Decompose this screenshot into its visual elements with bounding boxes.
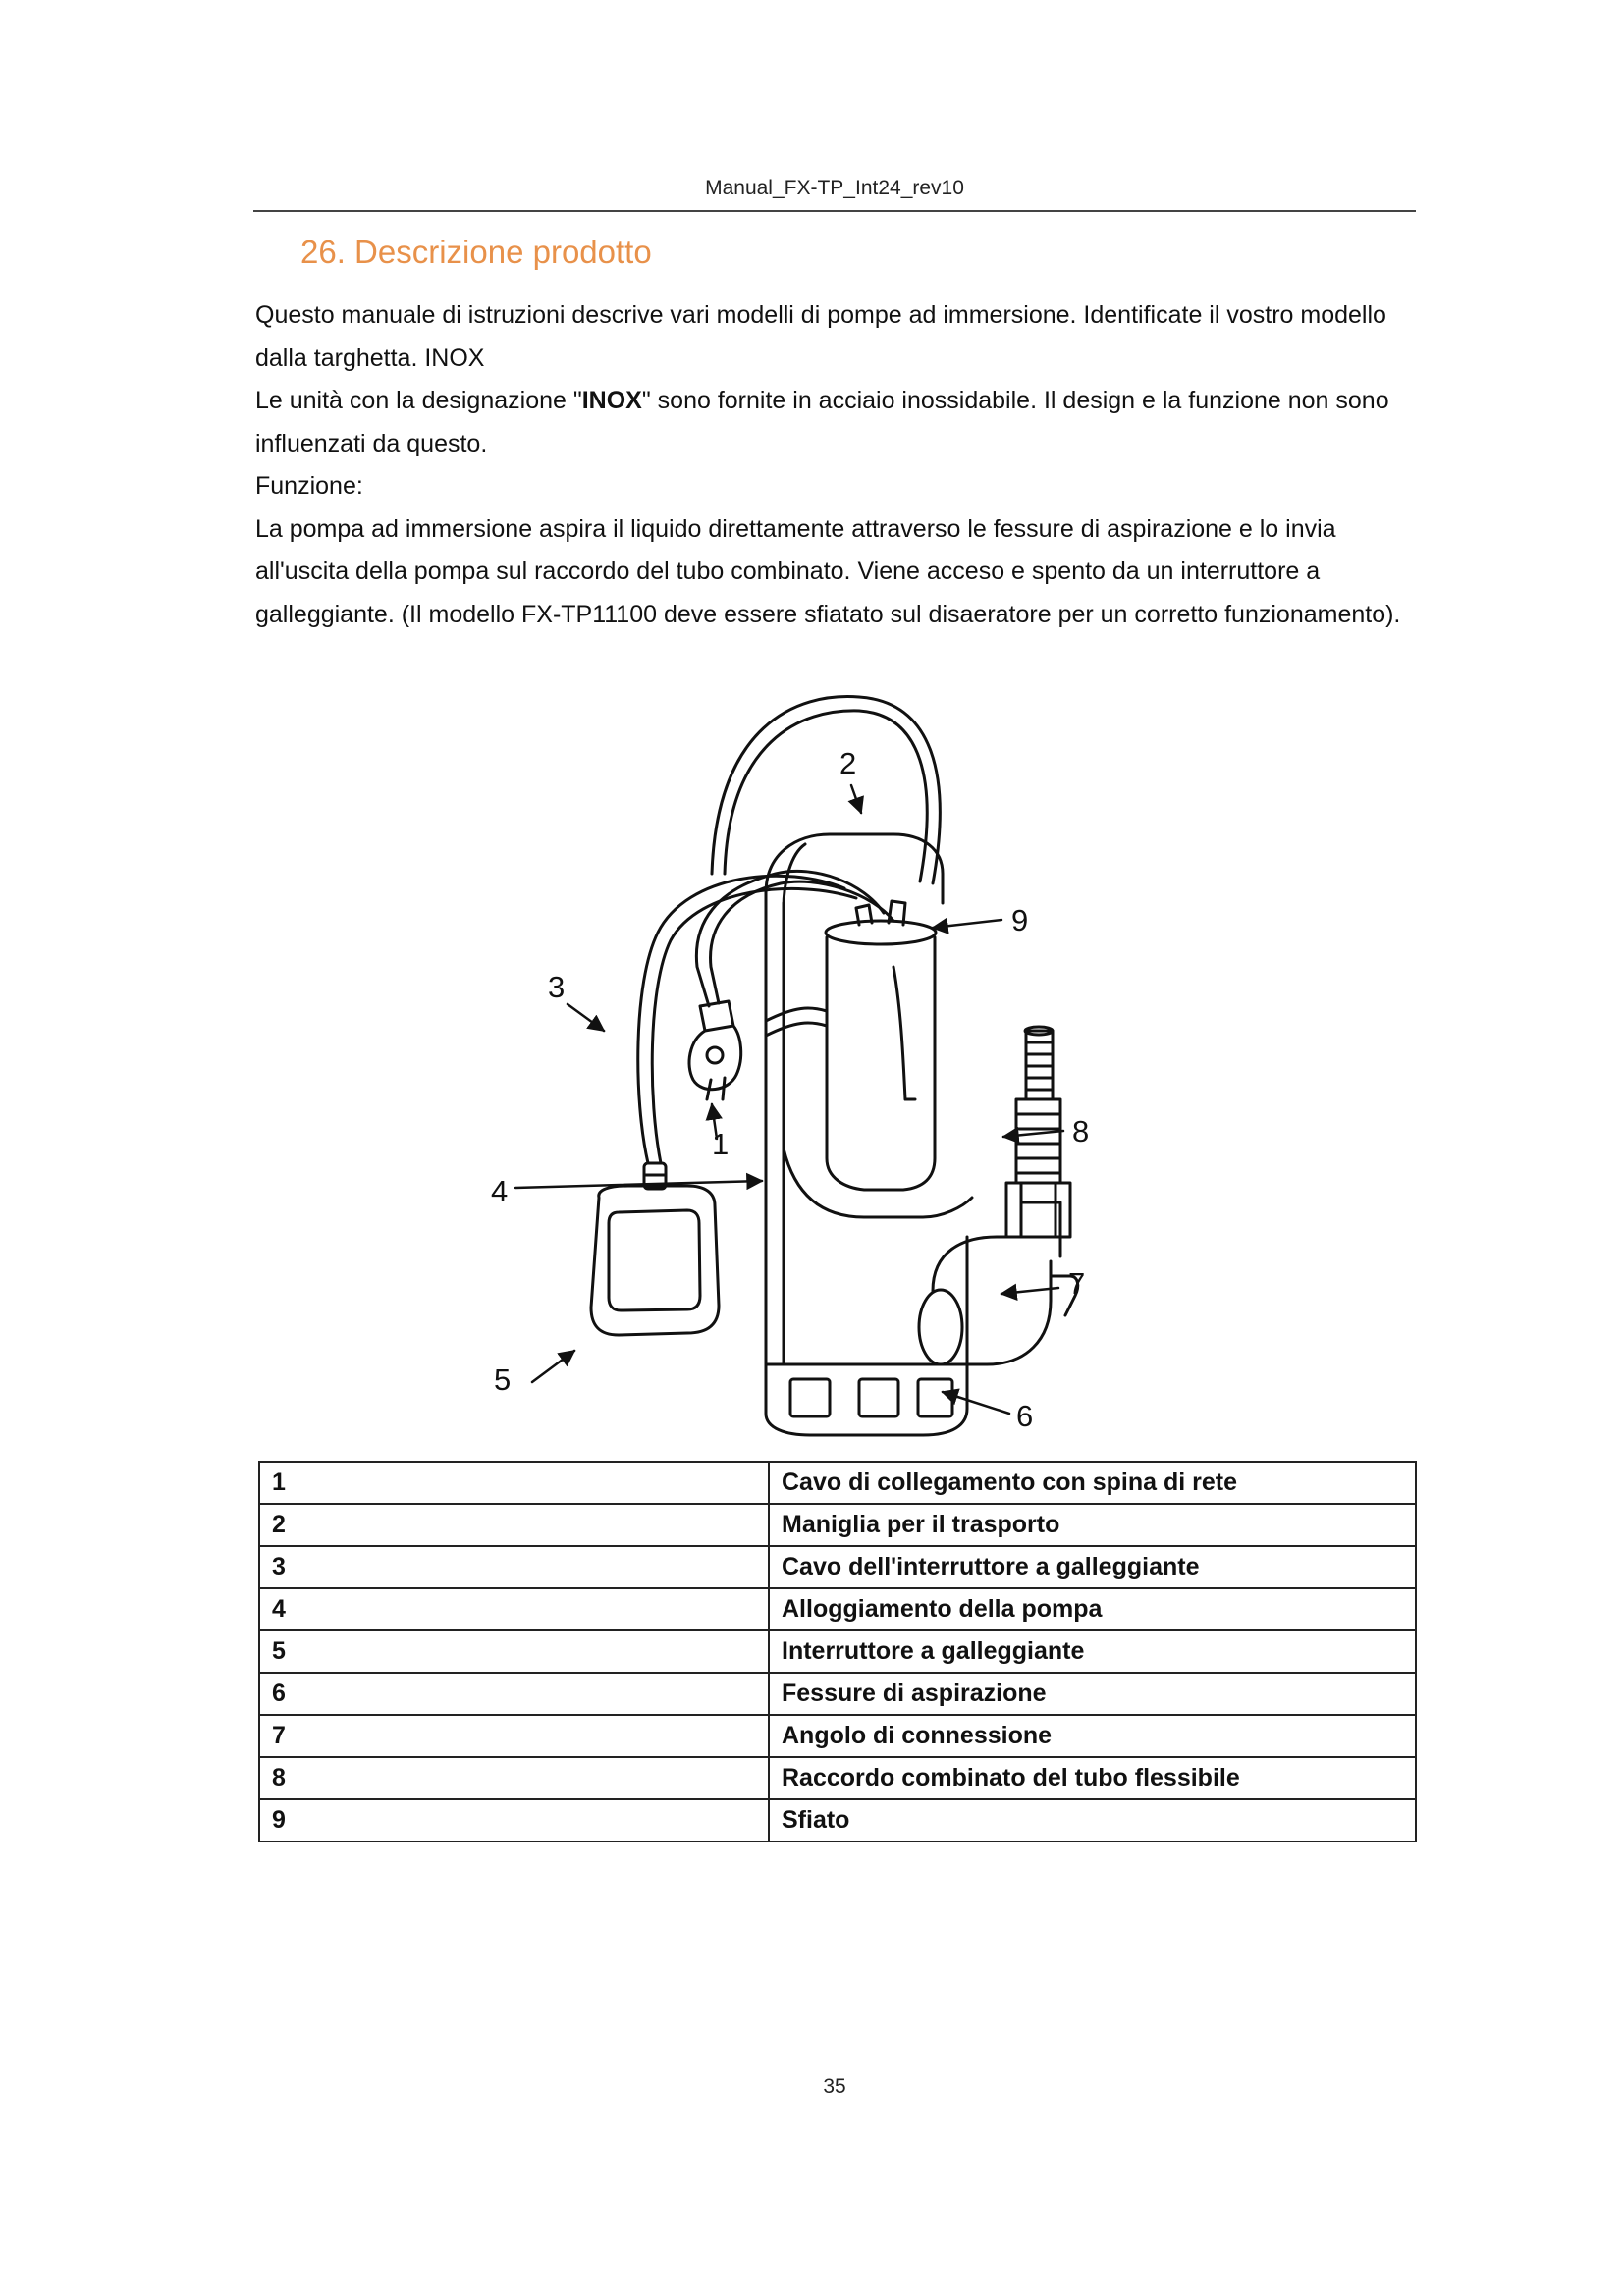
table-row <box>259 1799 1416 1842</box>
callout-2: 2 <box>839 746 857 780</box>
part-description: Cavo dell'interruttore a galleggiante <box>769 1546 1416 1588</box>
part-description: Angolo di connessione <box>769 1715 1416 1757</box>
connection-elbow <box>919 1202 1078 1364</box>
part-number: 5 <box>259 1630 769 1673</box>
section-heading: 26. Descrizione prodotto <box>300 234 652 270</box>
part-description: Cavo di collegamento con spina di rete <box>769 1462 1416 1504</box>
callout-3: 3 <box>548 970 566 1004</box>
callout-7: 7 <box>1068 1266 1086 1301</box>
table-row <box>259 1673 1416 1715</box>
float-switch-cable <box>638 876 856 1163</box>
part-number: 1 <box>259 1462 769 1504</box>
inox-text-post: " sono fornite in acciaio inossidabile. Il design e la funzione non sono influenzati da questo. <box>255 387 1389 457</box>
function-paragraph: La pompa ad immersione aspira il liquido direttamente attraverso le fessure di aspirazione e lo invia all'uscita della pompa sul raccordo del tubo combinato. Viene acceso e spento da un interruttore a galleggiante. (Il modello FX-TP11100 deve essere sfiatato sul disaeratore per un corretto funzionamento). <box>255 514 1401 628</box>
callout-arrows <box>515 785 1063 1414</box>
callout-1: 1 <box>712 1127 730 1161</box>
inox-bold: INOX <box>581 387 642 414</box>
pump-diagram <box>471 687 1218 1443</box>
inox-paragraph <box>255 380 1424 465</box>
pump-housing <box>766 834 972 1435</box>
carry-handle <box>712 697 940 883</box>
table-row <box>259 1630 1416 1673</box>
page-number: 35 <box>823 2075 846 2098</box>
part-number: 7 <box>259 1715 769 1757</box>
function-label: Funzione: <box>255 472 363 500</box>
callout-6: 6 <box>1016 1399 1034 1433</box>
intro-paragraph: Questo manuale di istruzioni descrive vari modelli di pompe ad immersione. Identificate il vostro modello dalla targhetta. INOX <box>255 301 1386 372</box>
part-number: 6 <box>259 1673 769 1715</box>
table-row <box>259 1715 1416 1757</box>
part-number: 9 <box>259 1799 769 1842</box>
callout-4: 4 <box>491 1174 509 1208</box>
part-number: 4 <box>259 1588 769 1630</box>
part-description: Alloggiamento della pompa <box>769 1588 1416 1630</box>
table-row <box>259 1546 1416 1588</box>
part-number: 8 <box>259 1757 769 1799</box>
table-row <box>259 1504 1416 1546</box>
parts-table <box>258 1461 1417 1842</box>
part-description: Maniglia per il trasporto <box>769 1504 1416 1546</box>
part-description: Interruttore a galleggiante <box>769 1630 1416 1673</box>
callout-9: 9 <box>1011 903 1029 937</box>
pump-illustration <box>471 687 1218 1443</box>
float-switch <box>591 1163 719 1335</box>
table-row <box>259 1588 1416 1630</box>
table-row <box>259 1757 1416 1799</box>
inox-text-pre: Le unità con la designazione " <box>255 387 582 414</box>
header-rule <box>253 210 1416 212</box>
table-row <box>259 1462 1416 1504</box>
document-header: Manual_FX-TP_Int24_rev10 <box>705 177 964 199</box>
part-description: Fessure di aspirazione <box>769 1673 1416 1715</box>
callout-8: 8 <box>1072 1114 1090 1148</box>
part-description: Sfiato <box>769 1799 1416 1842</box>
part-description: Raccordo combinato del tubo flessibile <box>769 1757 1416 1799</box>
part-number: 3 <box>259 1546 769 1588</box>
callout-5: 5 <box>494 1362 512 1397</box>
body-text <box>255 294 1424 636</box>
part-number: 2 <box>259 1504 769 1546</box>
